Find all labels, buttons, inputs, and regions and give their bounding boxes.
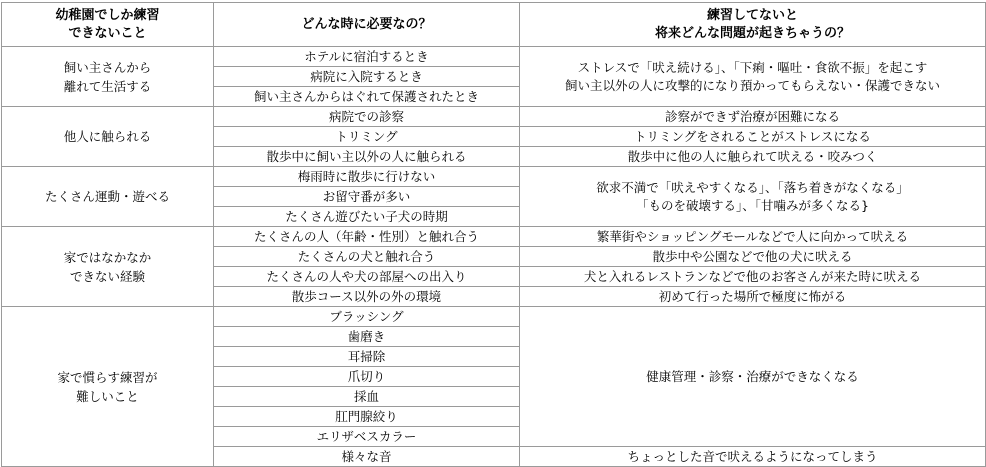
category-label: 難しいこと bbox=[76, 388, 139, 404]
situation-cell[interactable]: 耳掃除 bbox=[214, 347, 520, 367]
situation-cell[interactable]: 病院に入院するとき bbox=[214, 67, 520, 87]
category-cell[interactable] bbox=[2, 307, 214, 467]
problem-label: 散歩中や公園などで他の犬に吠える bbox=[652, 248, 853, 264]
category-label: 飼い主さんから bbox=[63, 59, 152, 75]
problem-label: ちょっとした音で吠えるようになってしまう bbox=[627, 448, 878, 464]
table-body bbox=[2, 47, 986, 467]
header-practice-only-line2: できないこと bbox=[68, 25, 147, 41]
situation-cell[interactable]: 散歩中に飼い主以外の人に触られる bbox=[214, 147, 520, 167]
category-label: 家で慣らす練習が bbox=[57, 369, 158, 385]
problem-cell[interactable] bbox=[520, 447, 986, 467]
situation-cell[interactable]: お留守番が多い bbox=[214, 187, 520, 207]
situation-cell[interactable]: ブラッシング bbox=[214, 307, 520, 327]
situation-cell[interactable]: たくさんの人（年齢・性別）と触れ合う bbox=[214, 227, 520, 247]
header-row bbox=[2, 3, 986, 47]
problem-label: 診察ができず治療が困難になる bbox=[664, 108, 840, 124]
problem-cell[interactable] bbox=[520, 307, 986, 447]
problem-label: 欲求不満で「吠えやすくなる」、「落ち着きがなくなる」 bbox=[596, 179, 909, 195]
category-label: たくさん運動・遊べる bbox=[44, 189, 170, 204]
problem-label: 「ものを破壊する」、「甘噛みが多くなる} bbox=[636, 197, 869, 213]
problem-label: 散歩中に他の人に触られて吠える・咬みつく bbox=[627, 148, 878, 164]
problem-label: 初めて行った場所で極度に怖がる bbox=[658, 288, 847, 304]
table-row bbox=[2, 167, 986, 187]
problem-cell[interactable] bbox=[520, 147, 986, 167]
problem-cell[interactable] bbox=[520, 247, 986, 267]
category-label: 家ではなかなか bbox=[63, 249, 152, 265]
training-table bbox=[1, 2, 986, 467]
header-future-problems-line2: 将来どんな問題が起きちゃうの？ bbox=[654, 25, 850, 41]
situation-cell[interactable]: たくさんの犬と触れ合う bbox=[214, 247, 520, 267]
problem-cell[interactable] bbox=[520, 287, 986, 307]
situation-cell[interactable]: たくさんの人や犬の部屋への出入り bbox=[214, 267, 520, 287]
header-practice-only-line1: 幼稚園でしか練習 bbox=[55, 7, 160, 23]
category-cell[interactable] bbox=[2, 227, 214, 307]
problem-label: 繁華街やショッピングモールなどで人に向かって吠える bbox=[596, 228, 909, 244]
problem-label: 健康管理・診察・治療ができなくなる bbox=[646, 368, 859, 384]
category-label: 他人に触られる bbox=[63, 129, 152, 144]
problem-cell[interactable] bbox=[520, 47, 986, 107]
category-cell[interactable] bbox=[2, 107, 214, 167]
situation-cell[interactable]: エリザベスカラー bbox=[214, 427, 520, 447]
problem-cell[interactable] bbox=[520, 267, 986, 287]
category-label: できない経験 bbox=[69, 268, 145, 284]
situation-cell[interactable]: 梅雨時に散歩に行けない bbox=[214, 167, 520, 187]
problem-label: トリミングをされることがストレスになる bbox=[634, 128, 871, 144]
problem-cell[interactable] bbox=[520, 107, 986, 127]
problem-cell[interactable] bbox=[520, 127, 986, 147]
situation-cell[interactable]: 様々な音 bbox=[214, 447, 520, 467]
table-row bbox=[2, 227, 986, 247]
situation-cell[interactable]: 肛門腺絞り bbox=[214, 407, 520, 427]
header-when-needed-label: どんな時に必要なの？ bbox=[301, 16, 432, 32]
situation-cell[interactable]: 歯磨き bbox=[214, 327, 520, 347]
header-when-needed[interactable] bbox=[214, 3, 520, 47]
situation-cell[interactable]: 爪切り bbox=[214, 367, 520, 387]
problem-cell[interactable] bbox=[520, 227, 986, 247]
situation-cell[interactable]: トリミング bbox=[214, 127, 520, 147]
table-row bbox=[2, 107, 986, 127]
situation-cell[interactable]: 散歩コース以外の外の環境 bbox=[214, 287, 520, 307]
problem-cell[interactable] bbox=[520, 167, 986, 227]
category-label: 離れて生活する bbox=[63, 78, 152, 94]
problem-label: ストレスで「吠え続ける」、「下痢・嘔吐・食欲不振」を起こす bbox=[577, 59, 928, 75]
situation-cell[interactable]: 採血 bbox=[214, 387, 520, 407]
situation-cell[interactable]: たくさん遊びたい子犬の時期 bbox=[214, 207, 520, 227]
table-row bbox=[2, 47, 986, 67]
category-cell[interactable] bbox=[2, 47, 214, 107]
category-cell[interactable] bbox=[2, 167, 214, 227]
header-future-problems-line1: 練習してないと bbox=[706, 7, 798, 23]
situation-cell[interactable]: ホテルに宿泊するとき bbox=[214, 47, 520, 67]
table-row bbox=[2, 307, 986, 327]
header-practice-only[interactable] bbox=[2, 3, 214, 47]
header-future-problems[interactable] bbox=[520, 3, 986, 47]
situation-cell[interactable]: 病院での診察 bbox=[214, 107, 520, 127]
situation-cell[interactable]: 飼い主さんからはぐれて保護されたとき bbox=[214, 87, 520, 107]
problem-label: 飼い主以外の人に攻撃的になり預かってもらえない・保護できない bbox=[564, 77, 940, 93]
problem-label: 犬と入れるレストランなどで他のお客さんが来た時に吠える bbox=[583, 268, 922, 284]
